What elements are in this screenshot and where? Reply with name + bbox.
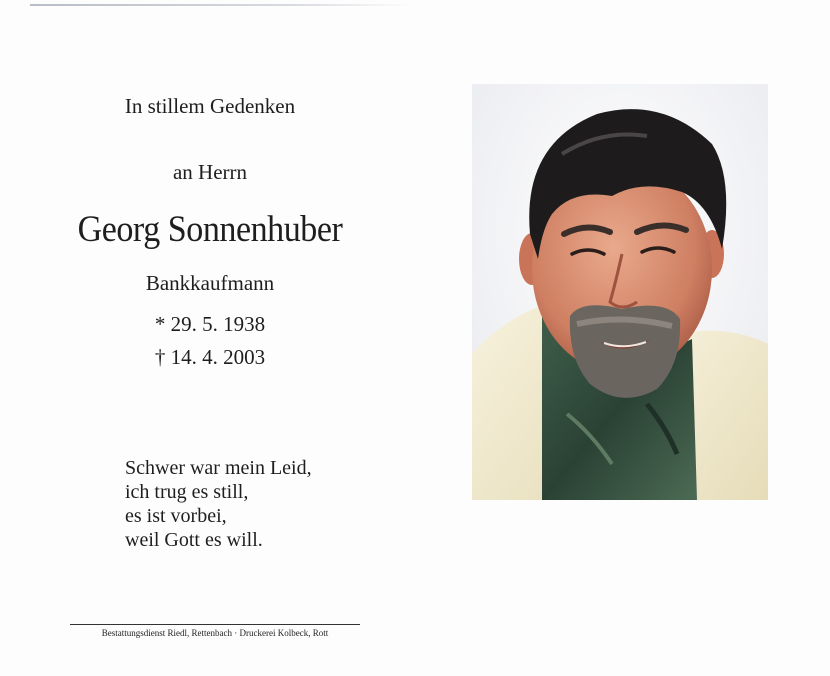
profession-text: Bankkaufmann [145,271,275,295]
poem-line: Schwer war mein Leid, [125,457,312,479]
deceased-name: Georg Sonnenhuber [77,209,343,250]
poem-line: es ist vorbei, [125,505,227,527]
poem-line: weil Gott es will. [125,529,263,551]
salutation-text: an Herrn [172,160,248,184]
intro-text: In stillem Gedenken [124,94,296,118]
footer-credits: Bestattungsdienst Riedl, Rettenbach · Druckerei Kolbeck, Rott [101,628,329,638]
footer-divider [70,624,360,625]
birth-date: * 29. 5. 1938 [154,312,266,336]
portrait-photo [472,84,768,500]
portrait-illustration [472,84,768,500]
poem [125,456,312,552]
poem-line: ich trug es still, [125,481,249,503]
card-top-edge [30,4,410,6]
death-date: † 14. 4. 2003 [154,345,266,369]
